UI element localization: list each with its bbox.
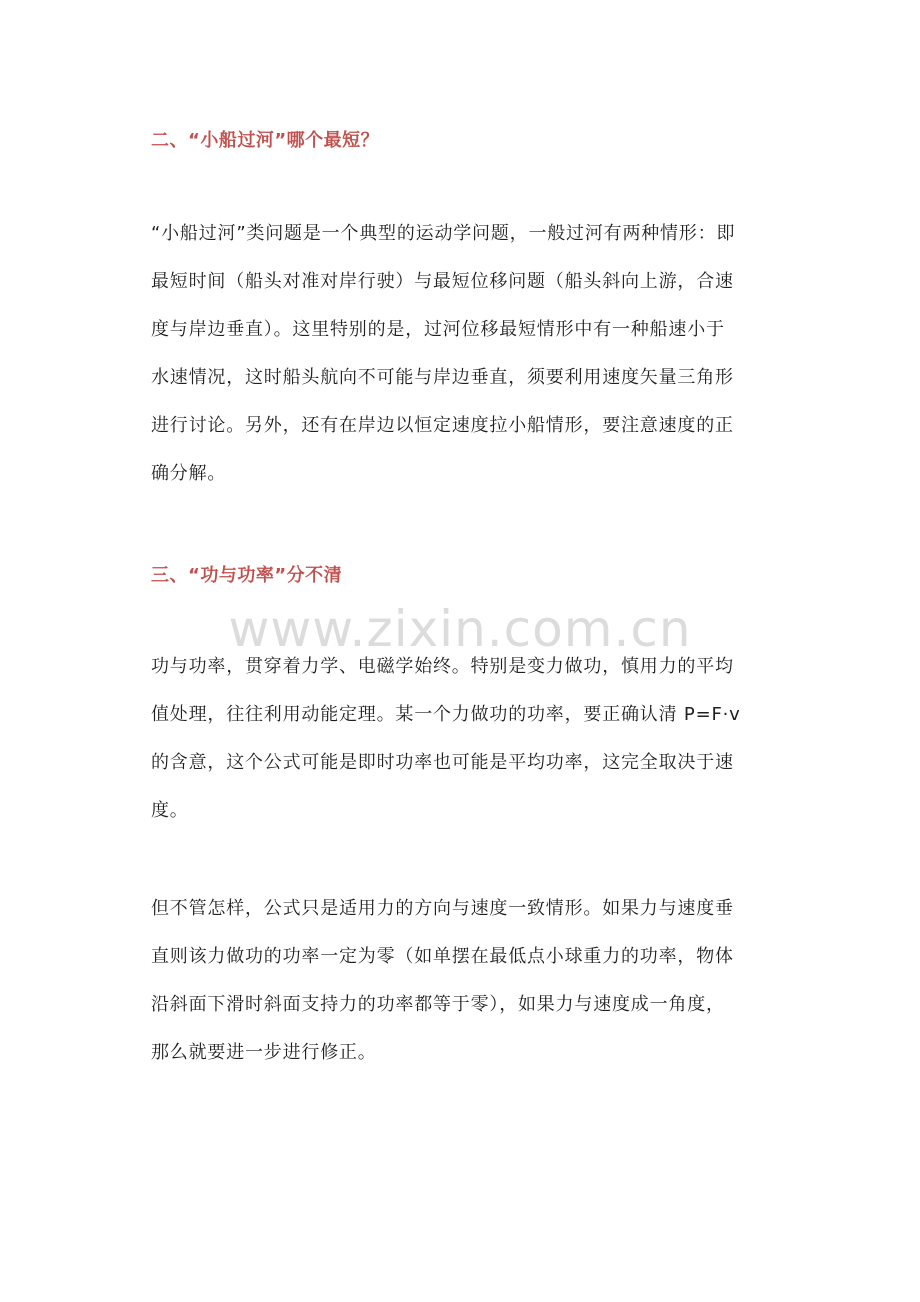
section-heading-boat-crossing: 二、“小船过河”哪个最短？ xyxy=(151,130,380,151)
paragraph-line: 水速情况，这时船头航向不可能与岸边垂直，须要利用速度矢量三角形 xyxy=(151,367,734,388)
paragraph-boat-crossing xyxy=(151,210,771,498)
section-heading-work-power: 三、“功与功率”分不清 xyxy=(151,565,343,586)
paragraph-line: 值处理，往往利用动能定理。某一个力做功的功率，要正确认清 P=F·v xyxy=(151,704,741,725)
paragraph-line: 直则该力做功的功率一定为零（如单摆在最低点小球重力的功率，物体 xyxy=(151,946,734,967)
paragraph-line: 确分解。 xyxy=(151,463,227,484)
paragraph-line: 沿斜面下滑时斜面支持力的功率都等于零），如果力与速度成一角度， xyxy=(151,994,725,1015)
paragraph-line: 进行讨论。另外，还有在岸边以恒定速度拉小船情形，要注意速度的正 xyxy=(151,415,734,436)
watermark: www.zixin.com.cn xyxy=(228,600,692,658)
paragraph-line: 但不管怎样，公式只是适用力的方向与速度一致情形。如果力与速度垂 xyxy=(151,898,734,919)
paragraph-line: “小船过河”类问题是一个典型的运动学问题，一般过河有两种情形：即 xyxy=(151,223,736,244)
paragraph-line: 最短时间（船头对准对岸行驶）与最短位移问题（船头斜向上游，合速 xyxy=(151,271,734,292)
paragraph-line: 度与岸边垂直）。这里特别的是，过河位移最短情形中有一种船速小于 xyxy=(151,319,725,340)
paragraph-line: 的含意，这个公式可能是即时功率也可能是平均功率，这完全取决于速 xyxy=(151,752,734,773)
paragraph-work-power-1 xyxy=(151,643,771,835)
paragraph-work-power-2 xyxy=(151,885,771,1077)
paragraph-line: 度。 xyxy=(151,800,189,821)
paragraph-line: 那么就要进一步进行修正。 xyxy=(151,1042,377,1063)
paragraph-line: 功与功率，贯穿着力学、电磁学始终。特别是变力做功，慎用力的平均 xyxy=(151,656,734,677)
